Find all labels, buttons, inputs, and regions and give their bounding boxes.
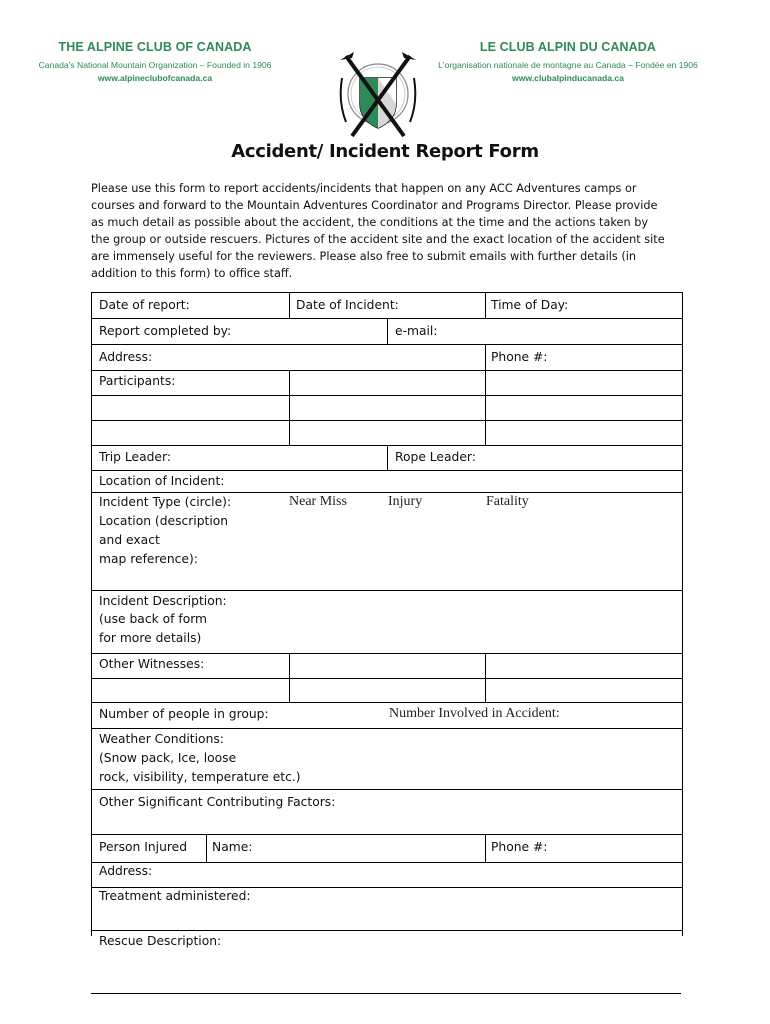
weather-conditions-label: (Snow pack, Ice, loose (99, 751, 237, 765)
location-of-incident-field[interactable]: Location of Incident: (99, 474, 225, 488)
form-rule (92, 590, 682, 591)
form-rule (92, 344, 682, 345)
form-divider (289, 292, 290, 318)
intro-line: as much detail as possible about the accident, the conditions at the time and the actions taken by (91, 215, 649, 229)
form-divider (485, 370, 486, 445)
incident-description-label: (use back of form (99, 612, 208, 626)
signature-line (91, 993, 681, 994)
number-in-group-field[interactable]: Number of people in group: (99, 707, 269, 721)
header-right (418, 40, 718, 83)
incident-type-label: Incident Type (circle): (99, 495, 232, 509)
club-subtitle-fr: L'organisation nationale de montagne au Canada – Fondée en 1906 (438, 60, 698, 70)
form-rule (92, 653, 682, 654)
club-name-fr: LE CLUB ALPIN DU CANADA (479, 40, 657, 54)
number-involved-field[interactable]: Number Involved in Accident: (389, 706, 560, 721)
intro-line: the group or outside rescuers. Pictures of the accident site and the exact location of the accident site (91, 232, 665, 246)
other-factors-field[interactable]: Other Significant Contributing Factors: (99, 795, 336, 809)
location-description-label: and exact (99, 533, 160, 547)
club-url-fr[interactable]: www.clubalpinducanada.ca (512, 73, 624, 83)
address-field[interactable]: Address: (99, 350, 153, 364)
form-divider (387, 318, 388, 344)
form-rule (92, 930, 682, 931)
form-rule (92, 702, 682, 703)
form-rule (92, 470, 682, 471)
form-rule (92, 678, 682, 679)
option-near-miss[interactable]: Near Miss (289, 494, 347, 509)
form-divider (485, 292, 486, 318)
person-injured-label: Person Injured (99, 840, 188, 854)
intro-line: are immensely useful for the reviewers. Please also free to submit emails with further details (in (91, 249, 637, 263)
club-logo-icon (338, 52, 418, 140)
time-of-day-field[interactable]: Time of Day: (491, 298, 569, 312)
form-divider (485, 344, 486, 370)
phone-field[interactable]: Phone #: (491, 350, 548, 364)
club-url-en[interactable]: www.alpineclubofcanada.ca (97, 73, 213, 83)
form-rule (92, 395, 682, 396)
trip-leader-field[interactable]: Trip Leader: (99, 450, 171, 464)
form-rule (92, 789, 682, 790)
club-name-en: THE ALPINE CLUB OF CANADA (58, 40, 252, 54)
intro-line: courses and forward to the Mountain Adventures Coordinator and Programs Director. Please provide (91, 198, 658, 212)
incident-description-label: Incident Description: (99, 594, 227, 608)
option-injury[interactable]: Injury (388, 494, 423, 509)
form-divider (485, 653, 486, 702)
location-description-label: map reference): (99, 552, 198, 566)
report-completed-by-field[interactable]: Report completed by: (99, 324, 232, 338)
weather-conditions-label: Weather Conditions: (99, 732, 224, 746)
form-rule (92, 862, 682, 863)
header-left (20, 40, 290, 83)
form-divider (289, 370, 290, 445)
form-divider (485, 834, 486, 862)
location-description-label: Location (description (99, 514, 229, 528)
form-rule (92, 370, 682, 371)
incident-description-label: for more details) (99, 631, 202, 645)
option-fatality[interactable]: Fatality (486, 494, 529, 509)
date-of-incident-field[interactable]: Date of Incident: (296, 298, 399, 312)
form-divider (387, 445, 388, 470)
form-rule (92, 834, 682, 835)
intro-line: addition to this form) to office staff. (91, 266, 293, 280)
form-divider (206, 834, 207, 862)
date-of-report-field[interactable]: Date of report: (99, 298, 190, 312)
treatment-field[interactable]: Treatment administered: (99, 889, 251, 903)
participants-field[interactable]: Participants: (99, 374, 176, 388)
form-rule (92, 292, 682, 293)
form-rule (92, 420, 682, 421)
injured-phone-field[interactable]: Phone #: (491, 840, 548, 854)
rescue-description-field[interactable]: Rescue Description: (99, 934, 222, 948)
injured-address-field[interactable]: Address: (99, 864, 153, 878)
report-form (91, 292, 683, 948)
injured-name-field[interactable]: Name: (212, 840, 253, 854)
form-title: Accident/ Incident Report Form (231, 141, 539, 162)
rope-leader-field[interactable]: Rope Leader: (395, 450, 476, 464)
intro-paragraph (91, 181, 681, 282)
form-rule (92, 728, 682, 729)
form-divider (289, 653, 290, 702)
email-field[interactable]: e-mail: (395, 324, 438, 338)
weather-conditions-label: rock, visibility, temperature etc.) (99, 770, 301, 784)
club-subtitle-en: Canada's National Mountain Organization – Founded in 1906 (38, 60, 272, 70)
intro-line: Please use this form to report accidents/incidents that happen on any ACC Adventures camps or (91, 182, 637, 195)
other-witnesses-field[interactable]: Other Witnesses: (99, 657, 205, 671)
